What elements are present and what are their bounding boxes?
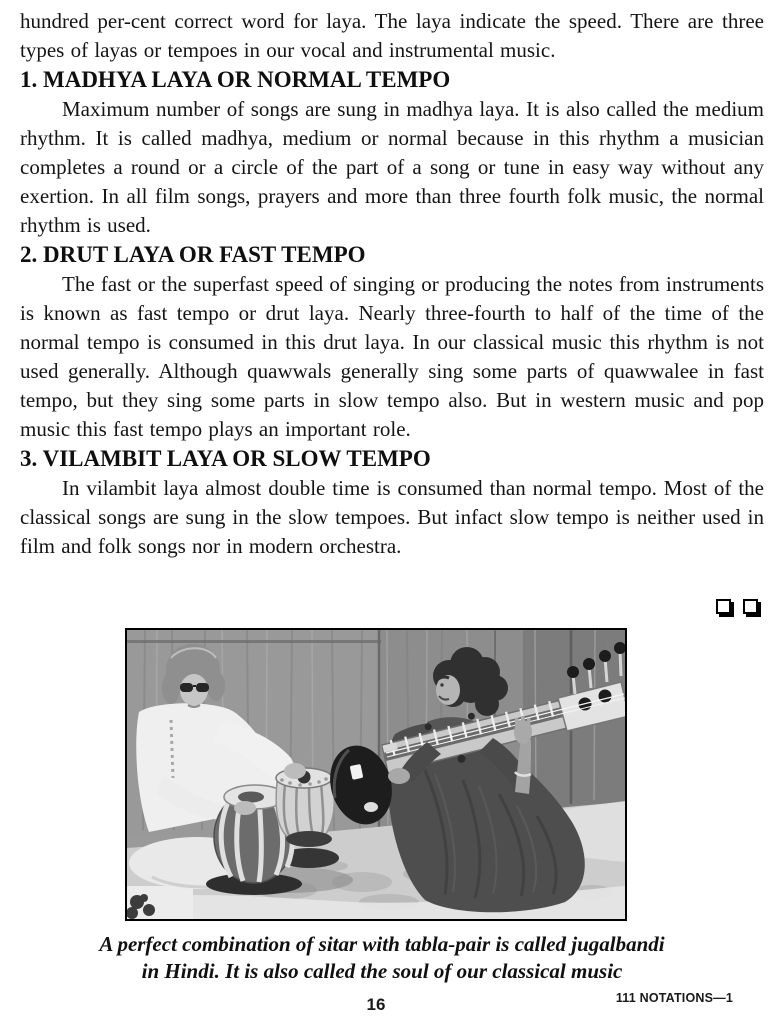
shadowed-square-icon [743,599,758,614]
section-2-body: The fast or the superfast speed of singing or producing the notes from instruments is known as fast tempo or drut laya. Nearly three-fourth to half of the time of the normal tempo is consumed in this drut laya. In our classical music this rhythm is not used generally. Although quawwals generally sing some parts of quawwalee in fast tempo, but they sing some parts in slow tempo also. But in western music and pop music this fast tempo plays an important role. [20,272,764,441]
end-of-chapter-marker [708,599,758,619]
jugalbandi-photo [125,628,627,921]
section-3-body: In vilambit laya almost double time is consumed than normal tempo. Most of the classical songs are sung in the slow tempoes. But infact slow tempo is neither used in film and folk songs nor in modern orchestra. [20,476,764,558]
text-column [20,7,764,561]
intro-paragraph: hundred per-cent correct word for laya. The laya indicate the speed. There are three types of layas or tempoes in our vocal and instrumental music. [20,9,764,62]
book-code: 111 NOTATIONS—1 [615,991,733,1005]
section-3-heading: 3. VILAMBIT LAYA OR SLOW TEMPO [20,446,431,471]
figure-caption-line2: in Hindi. It is also called the soul of our classical music [141,959,623,983]
section-2-heading: 2. DRUT LAYA OR FAST TEMPO [20,242,366,267]
figure-caption-line1: A perfect combination of sitar with tabla-pair is called jugalbandi [99,932,665,956]
figure-caption [0,931,764,985]
section-1-body: Maximum number of songs are sung in madhya laya. It is also called the medium rhythm. It is called madhya, medium or normal because in this rhythm a musician completes a round or a circle of the part of a song or tune in easy way without any exertion. In all film songs, prayers and more than three fourth folk music, the normal rhythm is used. [20,97,764,237]
shadowed-square-icon [716,599,731,614]
section-1-heading: 1. MADHYA LAYA OR NORMAL TEMPO [20,67,451,92]
page-number: 16 [366,995,386,1014]
